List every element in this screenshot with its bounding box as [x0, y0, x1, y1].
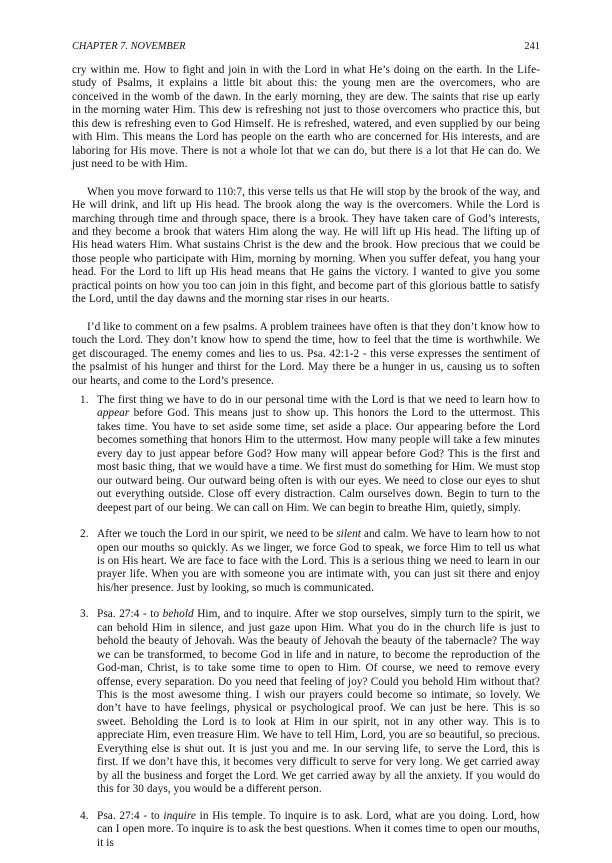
- chapter-title: CHAPTER 7. NOVEMBER: [72, 41, 186, 52]
- list-text: Him, and to inquire. After we stop ourselves, simply turn to the spirit, we can behold Him in silence, and just gaze upon Him. What you do in the church life is just to behold the beauty of Jehovah. Was the beauty of Jehovah the beauty of the tabernacle? The way we can be transformed, to become God in life and in nature, to become the reproduction of the God-man, Christ, is to take some time to open to Him. Of course, we need to remove every offense, every separation. Do you need that feeling of joy? Could you behold Him without that? This is the most awesome thing. I wish our prayers could become so intimate, so lovely. We don’t have to have feelings, physical or psychological proof. We can just be here. This is so sweet. Beholding the Lord is to look at Him in our spirit, not in any other way. This is to appreciate Him, even treasure Him. We have to tell Him, Lord, you are so beautiful, so precious. Everything else is shut out. It is just you and me. In our serving life, to serve the Lord, this is first. If we don’t have this, it becomes very difficult to serve for very long. We get carried away by all the business and forget the Lord. We get carried away by all the anxiety. If you would do this for 30 days, you would be a different person.: [97, 608, 540, 796]
- list-number: 2.: [80, 528, 89, 541]
- list-item: [72, 810, 540, 850]
- list-item: [72, 394, 540, 515]
- list-text: The first thing we have to do in our personal time with the Lord is that we need to learn how to: [97, 393, 540, 406]
- list-text: in His temple. To inquire is to ask. Lord, what are you doing. Lord, how can I open more. To inquire is to ask the best questions. When it comes time to open our mouths, it is: [97, 809, 541, 849]
- list-text: Psa. 27:4 - to: [97, 809, 164, 822]
- document-page: [72, 40, 540, 863]
- paragraph: I’d like to comment on a few psalms. A problem trainees have often is that they don’t know how to touch the Lord. They don’t know how to spend the time, how to feel that the time is worthwhile. We get discouraged. The enemy comes and lies to us. Psa. 42:1-2 - this verse expresses the sentiment of the psalmist of his hunger and thirst for the Lord. May there be a hunger in us, causing us to soften our hearts, and come to the Lord’s presence.: [72, 320, 540, 387]
- list-number: 1.: [80, 393, 89, 406]
- emphasis-text: inquire: [163, 809, 196, 822]
- paragraph: cry within me. How to fight and join in with the Lord in what He’s doing on the earth. In the Life-study of Psalms, it explains a little bit about this: the young men are the overcomers, who are conceived in the womb of the dawn. In the early morning, they are dew. The saints that rise up early in the morning water Him. This dew is refreshing not just to those overcomers who practice this, but this dew is refreshing even to God Himself. He is refreshed, watered, and even supplied by our being with Him. This means the Lord has people on the earth who are concerned for His interests, and are laboring for His move. There is not a whole lot that we can do, but there is a lot that He can do. We just need to be with Him.: [72, 64, 540, 171]
- paragraph: When you move forward to 110:7, this verse tells us that He will stop by the brook of the way, and He will drink, and lift up His head. The brook along the way is the overcomers. While the Lord is marching through time and through space, there is a brook. They have taken care of God’s interests, and they become a brook that waters Him along the way. He will lift up His head. The lifting up of His head waters Him. What sustains Christ is the dew and the brook. How precious that we could be those people who participate with Him, morning by morning. When you suffer defeat, you hang your head. For the Lord to lift up His head means that He gains the victory. I wanted to give you some practical points on how you too can join in this fight, and become part of this glorious battle to satisfy the Lord, until the day dawns and the morning star rises in our hearts.: [72, 185, 540, 306]
- list-item: [72, 608, 540, 796]
- numbered-list: [72, 394, 540, 850]
- list-number: 3.: [80, 608, 89, 621]
- list-number: 4.: [80, 809, 89, 822]
- emphasis-text: appear: [97, 407, 130, 420]
- page-number: 241: [524, 41, 540, 52]
- list-text: After we touch the Lord in our spirit, we need to be: [97, 528, 337, 541]
- body-text: [72, 64, 540, 850]
- emphasis-text: silent: [336, 528, 361, 541]
- list-text: before God. This means just to show up. This honors the Lord to the uttermost. This takes time. You have to set aside some time, set aside a place. Our appearing before the Lord becomes something that honors Him to the uttermost. How many people will take a few minutes every day to just appear before God? How many will appear before God? This is the first and most basic thing, that we would have a time. We first must do something for Him. We must stop our outward being. Our outward being often is with our eyes. We need to close our eyes to shut out everything outside. Close off every distraction. Calm ourselves down. Begin to turn to the deepest part of our being. We can call on Him. We can begin to breathe Him, quietly, simply.: [97, 407, 540, 514]
- list-text: Psa. 27:4 - to: [97, 608, 163, 621]
- running-header: [72, 40, 540, 54]
- list-item: [72, 528, 540, 595]
- list-text: and calm. We have to learn how to not open our mouths so quickly. As we linger, we force God to speak, we force Him to tell us what is on His heart. We are face to face with the Lord. This is a serious thing we need to learn in our prayer life. When you are with someone you are intimate with, you can just sit there and enjoy his/her presence. Just by looking, so much is communicated.: [97, 528, 541, 594]
- emphasis-text: behold: [162, 608, 194, 621]
